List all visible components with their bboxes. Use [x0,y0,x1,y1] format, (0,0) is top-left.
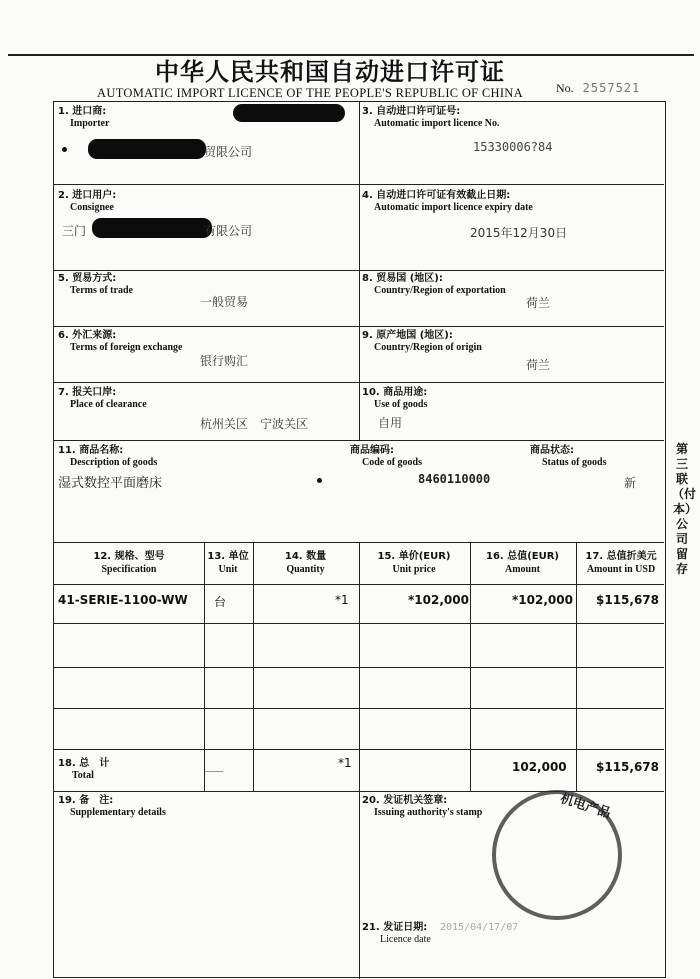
licence-title-cn: 中华人民共和国自动进口许可证 [155,58,505,86]
licence-title-en: AUTOMATIC IMPORT LICENCE OF THE PEOPLE'S REPUBLIC OF CHINA [97,86,523,100]
status-value: 新 [624,476,637,490]
serial-label: No. [556,81,574,95]
col-header-unit-price: 15. 单价(EUR) Unit price [377,551,451,575]
side-copy-note: 第三联（付本）公司留存 [672,442,697,576]
code-value: 8460110000 [418,472,491,486]
col-header-quantity: 14. 数量 Quantity [284,551,327,575]
country-export-value: 荷兰 [526,296,551,310]
ink-dot [62,147,67,152]
licence-date-label: 21. 发证日期: Licence date [362,922,431,945]
row-amount-usd: $115,678 [596,593,660,607]
licence-number-value: 15330006?84 [473,140,553,154]
issuing-stamp-label: 20. 发证机关签章: Issuing authority's stamp [362,795,483,818]
expiry-value: 2015年12月30日 [470,226,568,240]
consignee-prefix: 三门 [62,224,87,238]
row-unit: 台 [214,595,227,609]
description-label: 11. 商品名称: Description of goods [58,445,158,468]
col-header-amount: 16. 总值(EUR) Amount [486,551,559,575]
country-export-label: 8. 贸易国 (地区): Country/Region of exportation [362,273,506,296]
terms-of-trade-label: 5. 贸易方式: Terms of trade [58,273,133,296]
use-of-goods-label: 10. 商品用途: Use of goods [362,387,428,410]
seal-text: 机电产品 [558,791,613,822]
col-header-amount-usd: 17. 总值折美元 Amount in USD [585,551,657,575]
redaction-mark [233,104,345,122]
use-of-goods-value: 自用 [378,416,403,430]
expiry-label: 4. 自动进口许可证有效截止日期: Automatic import licence expiry date [362,190,533,213]
total-amount-usd: $115,678 [596,760,660,774]
col-header-specification: 12. 规格、型号 Specification [93,551,165,575]
clearance-value: 杭州关区 宁波关区 [200,417,309,431]
terms-of-trade-value: 一般贸易 [200,295,249,309]
importer-label: 1. 进口商: Importer [58,106,110,129]
row-quantity: *1 [335,593,349,607]
clearance-label: 7. 报关口岸: Place of clearance [58,387,147,410]
row-specification: 41-SERIE-1100-WW [58,593,188,607]
country-origin-value: 荷兰 [526,358,551,372]
redaction-mark [88,139,206,159]
col-header-unit: 13. 单位 Unit [207,551,249,575]
total-quantity: *1 [338,756,352,770]
consignee-value: 有限公司 [204,224,253,238]
description-value: 湿式数控平面磨床 [58,476,163,491]
foreign-exchange-label: 6. 外汇来源: Terms of foreign exchange [58,330,183,353]
code-label: 商品编码: Code of goods [350,445,423,468]
ink-dot [317,478,322,483]
total-unit: ___ [205,758,223,772]
redaction-mark [92,218,212,238]
importer-value: 贸限公司 [204,145,253,159]
status-label: 商品状态: Status of goods [530,445,607,468]
licence-number-label: 3. 自动进口许可证号: Automatic import licence No. [362,106,500,129]
country-origin-label: 9. 原产地国 (地区): Country/Region of origin [362,330,482,353]
row-amount: *102,000 [512,593,573,607]
licence-serial [556,81,640,96]
foreign-exchange-value: 银行购汇 [200,354,249,368]
serial-number: 2557521 [582,81,641,95]
row-unit-price: *102,000 [408,593,469,607]
consignee-label: 2. 进口用户: Consignee [58,190,117,213]
total-amount: 102,000 [512,760,567,774]
licence-date-value: 2015/04/17/07 [440,922,519,933]
supplementary-label: 19. 备 注: Supplementary details [58,795,166,818]
total-label: 18. 总 计 Total [58,758,110,781]
